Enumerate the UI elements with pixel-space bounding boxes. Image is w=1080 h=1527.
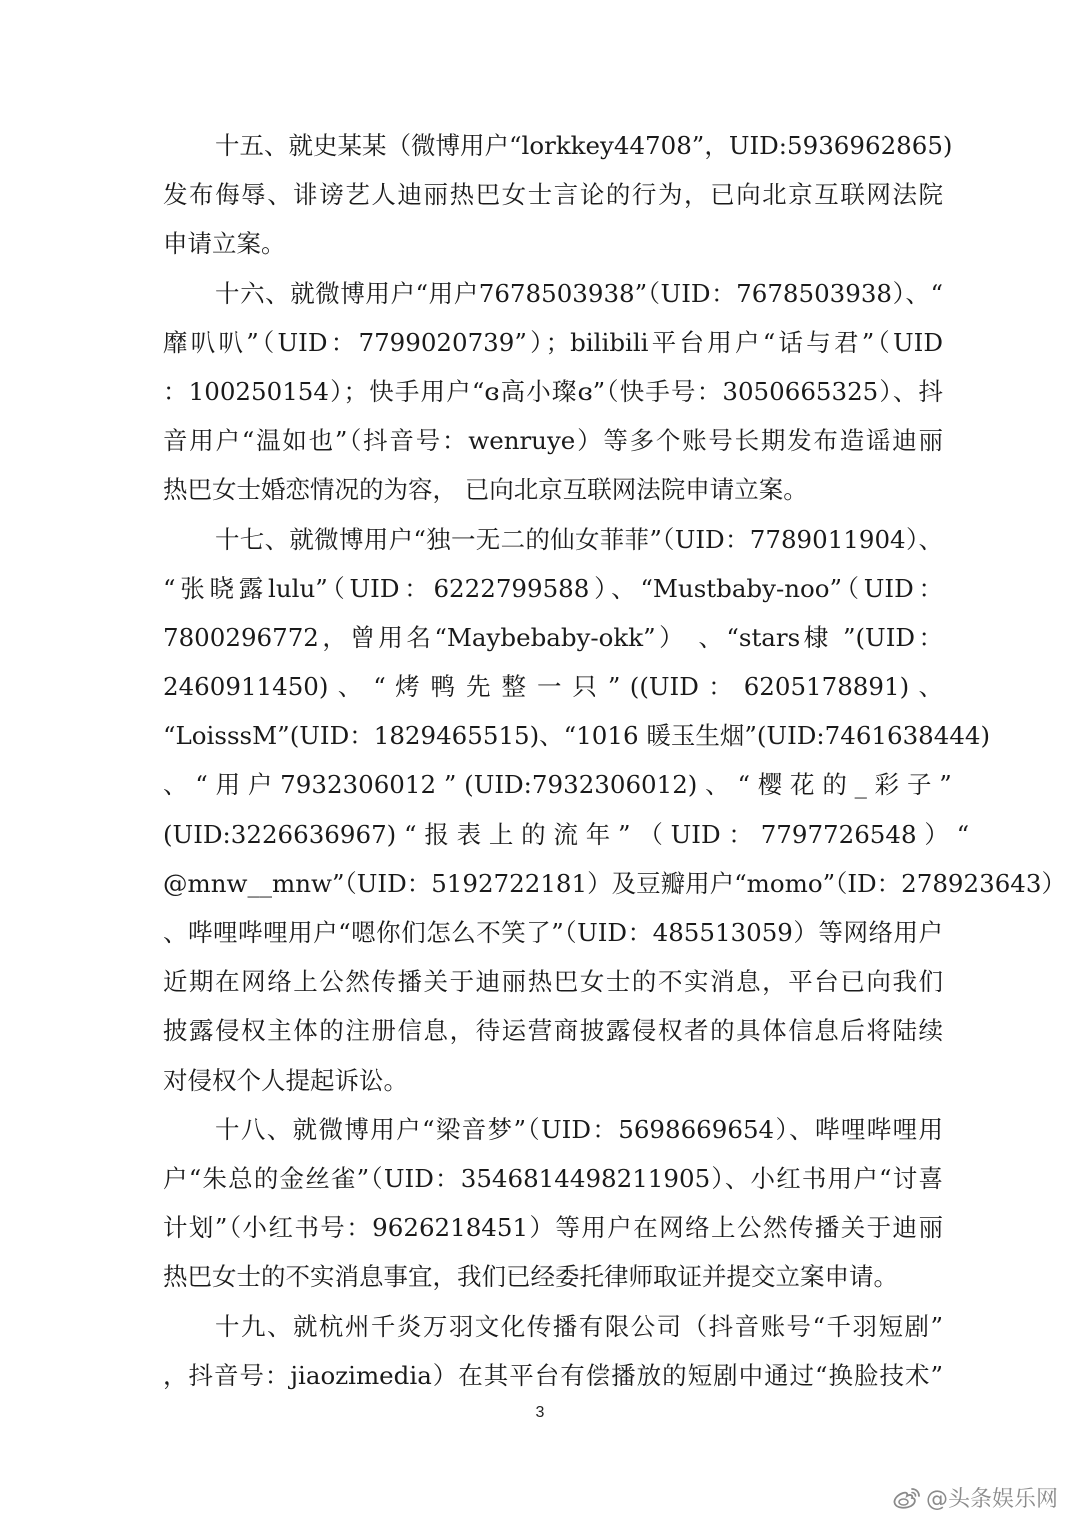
- text-line: 十八、就微博用户“梁音梦”（UID：5698669654）、哔哩哔哩用: [215, 1114, 943, 1144]
- text-line: 、 “ 用 户 7932306012 ” (UID:7932306012) 、 “ 樱 花 的 _ 彩 子 ”: [163, 770, 952, 800]
- text-line: (UID:3226636967) “ 报 表 上 的 流 年 ” （ UID ： 7797726548 ） “: [163, 819, 970, 849]
- text-line: 户“朱总的金丝雀”（UID：3546814498211905）、小红书用户“讨喜: [163, 1163, 943, 1193]
- text-line: 热巴女士婚恋情况的为容， 已向北京互联网法院申请立案。: [163, 475, 808, 505]
- text-line: 近期在网络上公然传播关于迪丽热巴女士的不实消息，平台已向我们: [163, 967, 943, 997]
- page-number: 3: [535, 1404, 545, 1421]
- text-line: “LoisssM”(UID：1829465515)、“1016 暖玉生烟”(UID:7461638444): [163, 721, 991, 751]
- text-line: 披露侵权主体的注册信息，待运营商披露侵权者的具体信息后将陆续: [163, 1016, 943, 1046]
- text-line: 十六、就微博用户“用户7678503938”（UID：7678503938）、“: [215, 278, 943, 308]
- text-line: 热巴女士的不实消息事宜，我们已经委托律师取证并提交立案申请。: [163, 1262, 898, 1292]
- text-line: @mnw__mnw”（UID：5192722181）及豆瓣用户“momo”（ID：278923643）: [163, 868, 1066, 898]
- text-line: 2460911450) 、 “ 烤 鸭 先 整 一 只 ” ((UID ： 6205178891) 、: [163, 672, 943, 702]
- text-line: ，抖音号：jiaozimedia）在其平台有偿播放的短剧中通过“换脸技术”: [163, 1360, 943, 1390]
- text-line: 十九、就杭州千炎万羽文化传播有限公司（抖音账号“千羽短剧”: [215, 1311, 943, 1341]
- text-line: 十五、就史某某（微博用户“lorkkey44708”，UID:5936962865): [215, 131, 953, 160]
- text-line: ：100250154）；快手用户“ɞ高小璨ɞ”（快手号：3050665325）、抖: [163, 376, 943, 406]
- text-line: 7800296772，曾用名“Maybebaby-okk”） 、“stars棣 ”(UID：: [163, 622, 943, 652]
- text-line: 发布侮辱、诽谤艺人迪丽热巴女士言论的行为，已向北京互联网法院: [163, 180, 943, 210]
- text-line: 、哔哩哔哩用户“嗯你们怎么不笑了”（UID：485513059）等网络用户: [163, 918, 943, 947]
- text-line: “张晓露lulu”（UID：6222799588）、“Mustbaby-noo”（UID：: [163, 573, 943, 603]
- watermark: [892, 1482, 1058, 1513]
- text-line: 靡叭叭”（UID：7799020739”）；bilibili平台用户“话与君”（UID: [163, 327, 943, 357]
- document-body: [163, 128, 1066, 1407]
- text-line: 十七、就微博用户“独一无二的仙女菲菲”（UID：7789011904）、: [215, 524, 943, 554]
- text-line: 申请立案。: [163, 229, 286, 259]
- weibo-icon: [892, 1485, 922, 1511]
- text-line: 计划”（小红书号：9626218451）等用户在网络上公然传播关于迪丽: [163, 1213, 943, 1243]
- watermark-text: @头条娱乐网: [925, 1487, 1058, 1512]
- text-line: 音用户“温如也”（抖音号：wenruye）等多个账号长期发布造谣迪丽: [163, 426, 943, 456]
- text-line: 对侵权个人提起诉讼。: [163, 1065, 408, 1095]
